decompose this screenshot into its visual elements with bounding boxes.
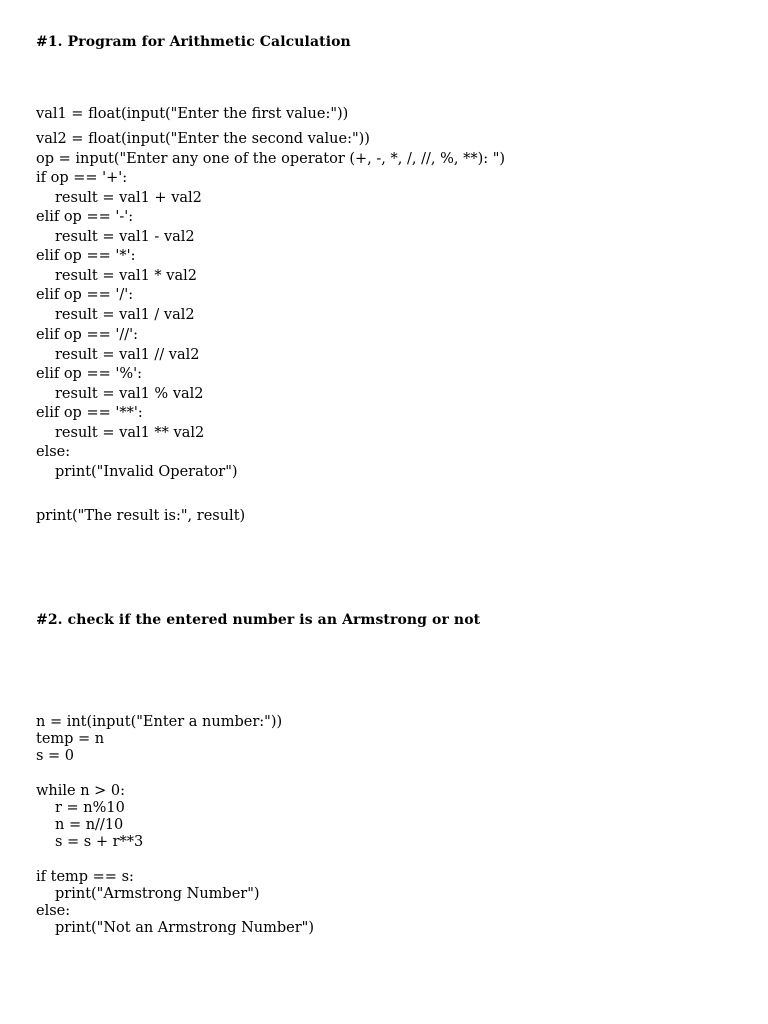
code-line: result = val1 + val2 bbox=[55, 190, 202, 206]
code-line: result = val1 / val2 bbox=[55, 307, 195, 323]
code-line: elif op == '%': bbox=[36, 366, 142, 382]
code-line: val1 = float(input("Enter the first value:")) bbox=[36, 106, 349, 122]
code-line: if op == '+': bbox=[36, 170, 128, 186]
code-line: result = val1 ** val2 bbox=[55, 425, 205, 441]
code-line: n = n//10 bbox=[55, 817, 124, 833]
code-line: n = int(input("Enter a number:")) bbox=[36, 714, 283, 730]
code-line: s = s + r**3 bbox=[55, 834, 144, 850]
code-line: result = val1 // val2 bbox=[55, 347, 200, 363]
section2-heading: #2. check if the entered number is an Armstrong or not bbox=[36, 612, 481, 628]
code-line: result = val1 - val2 bbox=[55, 229, 195, 245]
section1-heading: #1. Program for Arithmetic Calculation bbox=[36, 34, 351, 50]
code-line: op = input("Enter any one of the operator (+, -, *, /, //, %, **): ") bbox=[36, 151, 506, 167]
code-line: elif op == '//': bbox=[36, 327, 138, 343]
code-line: result = val1 % val2 bbox=[55, 386, 204, 402]
code-line: elif op == '*': bbox=[36, 248, 136, 264]
code-line: print("The result is:", result) bbox=[36, 508, 246, 524]
code-line: r = n%10 bbox=[55, 800, 125, 816]
code-line: elif op == '/': bbox=[36, 287, 134, 303]
code-line: temp = n bbox=[36, 731, 105, 747]
code-line: print("Not an Armstrong Number") bbox=[55, 920, 314, 936]
code-line: print("Invalid Operator") bbox=[55, 464, 238, 480]
code-line: s = 0 bbox=[36, 748, 75, 764]
code-line: else: bbox=[36, 903, 71, 919]
code-line: val2 = float(input("Enter the second value:")) bbox=[36, 131, 370, 147]
code-line: elif op == '-': bbox=[36, 209, 134, 225]
code-line: if temp == s: bbox=[36, 869, 134, 885]
code-line: result = val1 * val2 bbox=[55, 268, 197, 284]
code-line: while n > 0: bbox=[36, 783, 126, 799]
code-line: print("Armstrong Number") bbox=[55, 886, 260, 902]
code-line: else: bbox=[36, 444, 71, 460]
code-line: elif op == '**': bbox=[36, 405, 143, 421]
